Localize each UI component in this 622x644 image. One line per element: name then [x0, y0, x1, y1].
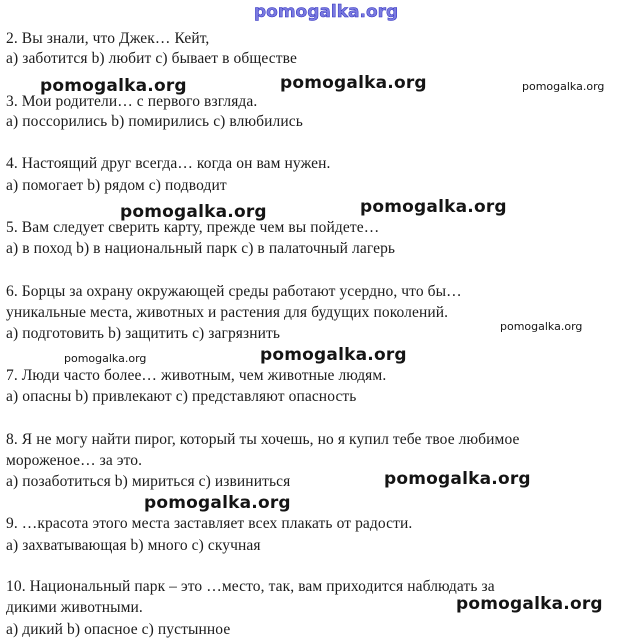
answers-5: a) в поход b) в национальный парк c) в палаточный лагерь — [6, 240, 396, 257]
answers-6: a) подготовить b) защитить c) загрязнить — [6, 325, 281, 342]
watermark: pomogalka.org — [64, 352, 147, 365]
answers-7: a) опасны b) привлекают c) представляют опасность — [6, 388, 357, 405]
question-8: 8. Я не могу найти пирог, который ты хочешь, но я купил тебе твое любимое — [6, 431, 520, 448]
question-2: 2. Вы знали, что Джек… Кейт, — [6, 30, 210, 47]
watermark: pomogalka.org — [456, 594, 603, 614]
watermark: pomogalka.org — [144, 493, 291, 513]
watermark: pomogalka.org — [522, 80, 605, 93]
watermark: pomogalka.org — [384, 469, 531, 489]
watermark: pomogalka.org — [40, 76, 187, 96]
question-6-cont: уникальные места, животных и растения для будущих поколений. — [6, 304, 449, 321]
question-9: 9. …красота этого места заставляет всех плакать от радости. — [6, 515, 413, 532]
answers-9: a) захватывающая b) много c) скучная — [6, 537, 261, 554]
question-7: 7. Люди часто более… животным, чем животные людям. — [6, 367, 387, 384]
watermark: pomogalka.org — [260, 345, 407, 365]
answers-2: a) заботится b) любит c) бывает в обществе — [6, 50, 297, 67]
answers-3: a) поссорились b) помирились c) влюбились — [6, 113, 303, 130]
answers-8: a) позаботиться b) мириться c) извиниться — [6, 473, 291, 490]
watermark: pomogalka.org — [120, 202, 267, 222]
question-8-cont: мороженое… за это. — [6, 452, 143, 469]
watermark: pomogalka.org — [360, 197, 507, 217]
question-5: 5. Вам следует сверить карту, прежде чем вы пойдете… — [6, 219, 380, 236]
answers-10: a) дикий b) опасное c) пустынное — [6, 621, 231, 638]
watermark: pomogalka.org — [500, 320, 583, 333]
watermark: pomogalka.org — [280, 73, 427, 93]
question-6: 6. Борцы за охрану окружающей среды работают усердно, что бы… — [6, 283, 462, 300]
answers-4: a) помогает b) рядом c) подводит — [6, 177, 227, 194]
question-10-cont: дикими животными. — [6, 599, 143, 616]
watermark-top: pomogalka.org — [254, 2, 399, 22]
question-3: 3. Мои родители… с первого взгляда. — [6, 93, 258, 110]
question-10: 10. Национальный парк – это …место, так, вам приходится наблюдать за — [6, 578, 495, 595]
question-4: 4. Настоящий друг всегда… когда он вам нужен. — [6, 155, 331, 172]
